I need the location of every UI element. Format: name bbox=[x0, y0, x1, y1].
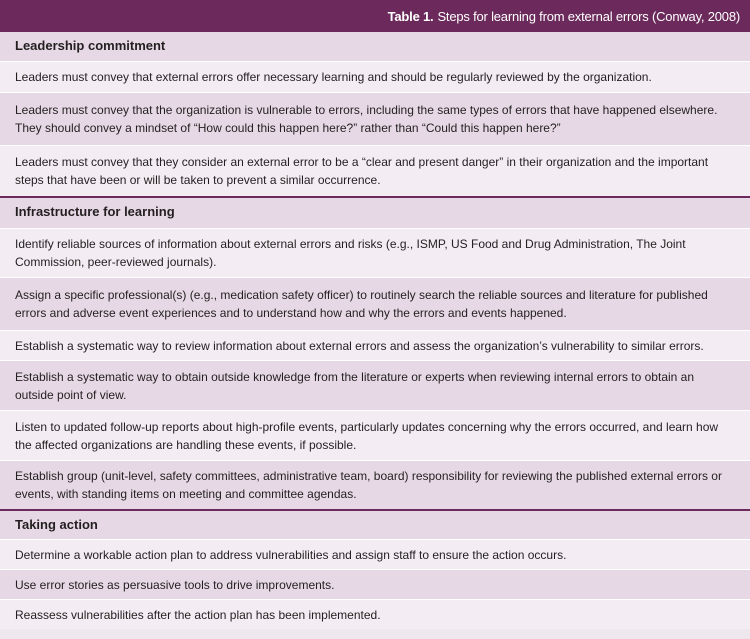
table-title-bar bbox=[0, 0, 750, 32]
table-row: Assign a specific professional(s) (e.g., medication safety officer) to routinely search the reliable sources and literature for published errors and adverse event experiences and to understand how and why the errors and events happened. bbox=[0, 277, 750, 330]
section-heading-infrastructure: Infrastructure for learning bbox=[0, 196, 750, 228]
table-row: Leaders must convey that external errors offer necessary learning and should be regularly reviewed by the organization. bbox=[0, 61, 750, 92]
table-title: Steps for learning from external errors (Conway, 2008) bbox=[437, 8, 740, 24]
table-row: Leaders must convey that the organization is vulnerable to errors, including the same types of errors that have happened elsewhere. They should convey a mindset of “How could this happen here?” rather than “Could this happen here?” bbox=[0, 92, 750, 145]
section-heading-taking-action: Taking action bbox=[0, 509, 750, 539]
table-number: Table 1. bbox=[387, 8, 434, 24]
table-row: Establish group (unit-level, safety committees, administrative team, board) responsibility for reviewing the published external errors or events, with standing items on meeting and committee agendas. bbox=[0, 460, 750, 509]
table-row: Use error stories as persuasive tools to drive improvements. bbox=[0, 569, 750, 599]
table-row: Listen to updated follow-up reports about high-profile events, particularly updates concerning why the errors occurred, and learn how the affected organizations are handling these events, if possible. bbox=[0, 410, 750, 460]
table-row: Establish a systematic way to review information about external errors and assess the organization’s vulnerability to similar errors. bbox=[0, 330, 750, 360]
table-row: Reassess vulnerabilities after the action plan has been implemented. bbox=[0, 599, 750, 629]
table-row: Leaders must convey that they consider an external error to be a “clear and present danger” in their organization and the important steps that have been or will be taken to prevent a similar occurrence. bbox=[0, 145, 750, 196]
table-row: Determine a workable action plan to address vulnerabilities and assign staff to ensure the action occurs. bbox=[0, 539, 750, 569]
table-row: Establish a systematic way to obtain outside knowledge from the literature or experts when reviewing internal errors to obtain an outside point of view. bbox=[0, 360, 750, 410]
table-row: Identify reliable sources of information about external errors and risks (e.g., ISMP, US Food and Drug Administration, The Joint Commission, peer-reviewed journals). bbox=[0, 228, 750, 277]
section-heading-leadership: Leadership commitment bbox=[0, 32, 750, 61]
